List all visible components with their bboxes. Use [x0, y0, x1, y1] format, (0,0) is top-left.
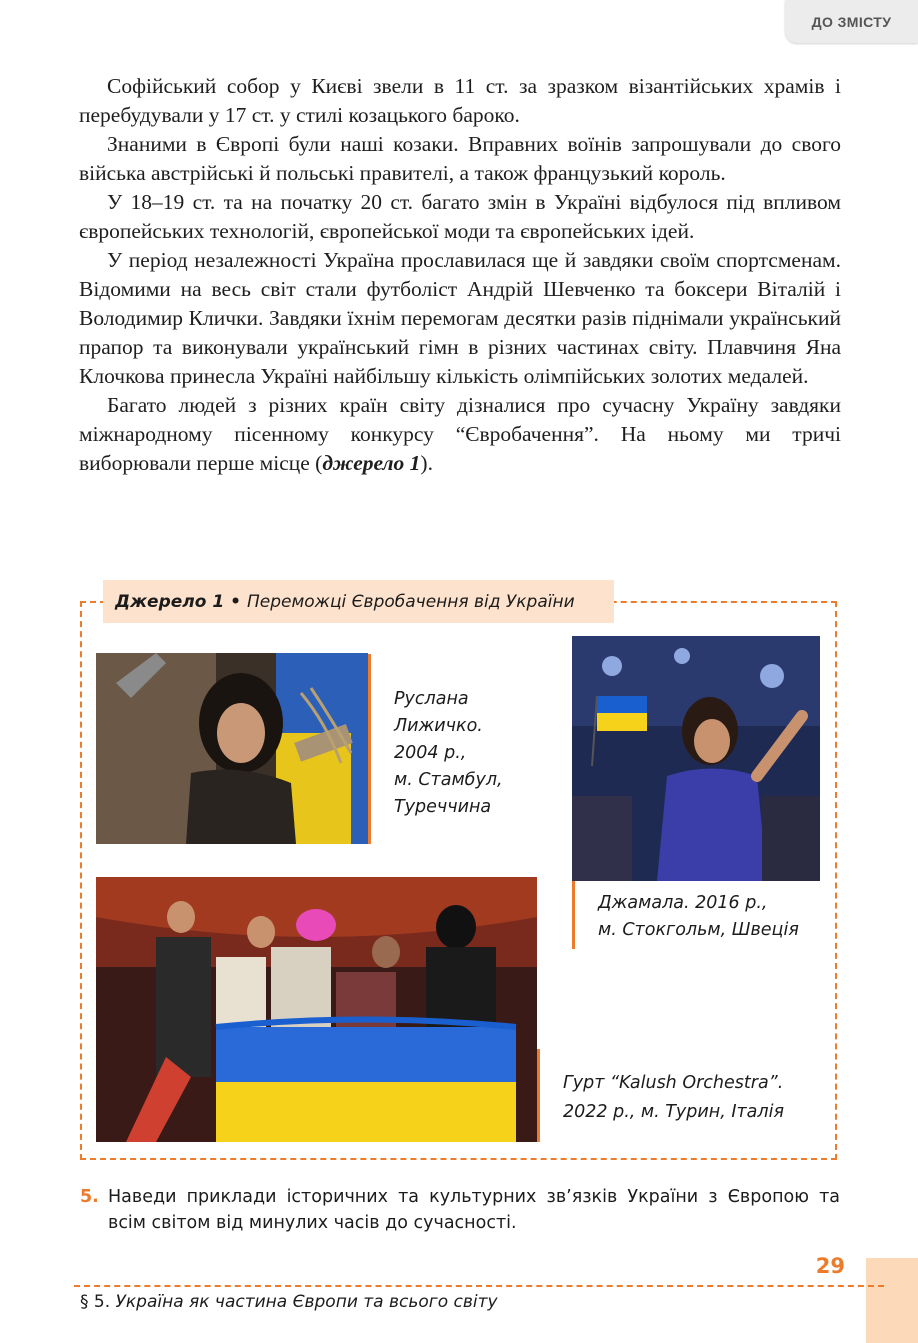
- source-title: Переможці Євробачення від України: [246, 591, 575, 612]
- jamala-caption: Джамала. 2016 р., м. Стокгольм, Швеція: [598, 893, 799, 940]
- jamala-photo: [572, 636, 820, 881]
- kalush-caption-bar: [537, 1049, 540, 1142]
- ruslana-caption: Руслана Лижичко. 2004 р., м. Стамбул, Туреччина: [394, 689, 503, 817]
- page-number: 29: [815, 1254, 845, 1278]
- footer-divider: [74, 1285, 884, 1287]
- jamala-caption-bar: [572, 881, 575, 949]
- task-5: [80, 1184, 840, 1236]
- toc-button[interactable]: ДО ЗМІСТУ: [785, 0, 918, 43]
- footer-section: [80, 1292, 498, 1312]
- kalush-caption: Гурт “Kalush Orchestra”. 2022 р., м. Турин, Італія: [563, 1073, 784, 1122]
- page-corner-block: [866, 1258, 918, 1343]
- footer-section-title: Україна як частина Європи та всього світу: [115, 1292, 498, 1312]
- footer-section-number: § 5.: [80, 1292, 111, 1312]
- source-reference: джерело 1: [322, 451, 421, 475]
- paragraph-5-end: ).: [420, 451, 433, 475]
- main-text: [79, 72, 841, 478]
- paragraph-2: Знаними в Європі були наші козаки. Вправних воїнів запрошували до свого війська австрійські й польські правителі, а також французький король.: [79, 132, 841, 185]
- source-header: [103, 580, 614, 623]
- paragraph-5-text: Багато людей з різних країн світу дізналися про сучасну Україну завдяки міжнародному пісенному конкурсу “Євробачення”. На ньому ми тричі виборювали перше місце (: [79, 393, 841, 475]
- task-number: 5.: [80, 1187, 99, 1207]
- kalush-photo: [96, 877, 537, 1142]
- paragraph-3: У 18–19 ст. та на початку 20 ст. багато змін в Україні відбулося під впливом європейських технологій, європейської моди та європейських ідей.: [79, 190, 841, 243]
- paragraph-1: Софійський собор у Києві звели в 11 ст. за зразком візантійських храмів і перебудували у 17 ст. у стилі козацького бароко.: [79, 74, 841, 127]
- ruslana-caption-bar: [368, 654, 371, 844]
- source-label: Джерело 1 •: [115, 591, 241, 612]
- task-text: Наведи приклади історичних та культурних зв’язків України з Європою та всім світом від минулих часів до сучасності.: [108, 1187, 840, 1233]
- paragraph-5: [79, 391, 841, 478]
- paragraph-4: У період незалежності Україна прославилася ще й завдяки своїм спортсменам. Відомими на весь світ стали футболіст Андрій Шевченко та боксери Віталій і Володимир Клички. Завдяки їхнім перемогам десятки разів піднімали український прапор та виконували український гімн в різних частинах світу. Плавчиня Яна Клочкова принесла Україні найбільшу кількість олімпійських золотих медалей.: [79, 248, 841, 388]
- ruslana-photo: [96, 653, 368, 844]
